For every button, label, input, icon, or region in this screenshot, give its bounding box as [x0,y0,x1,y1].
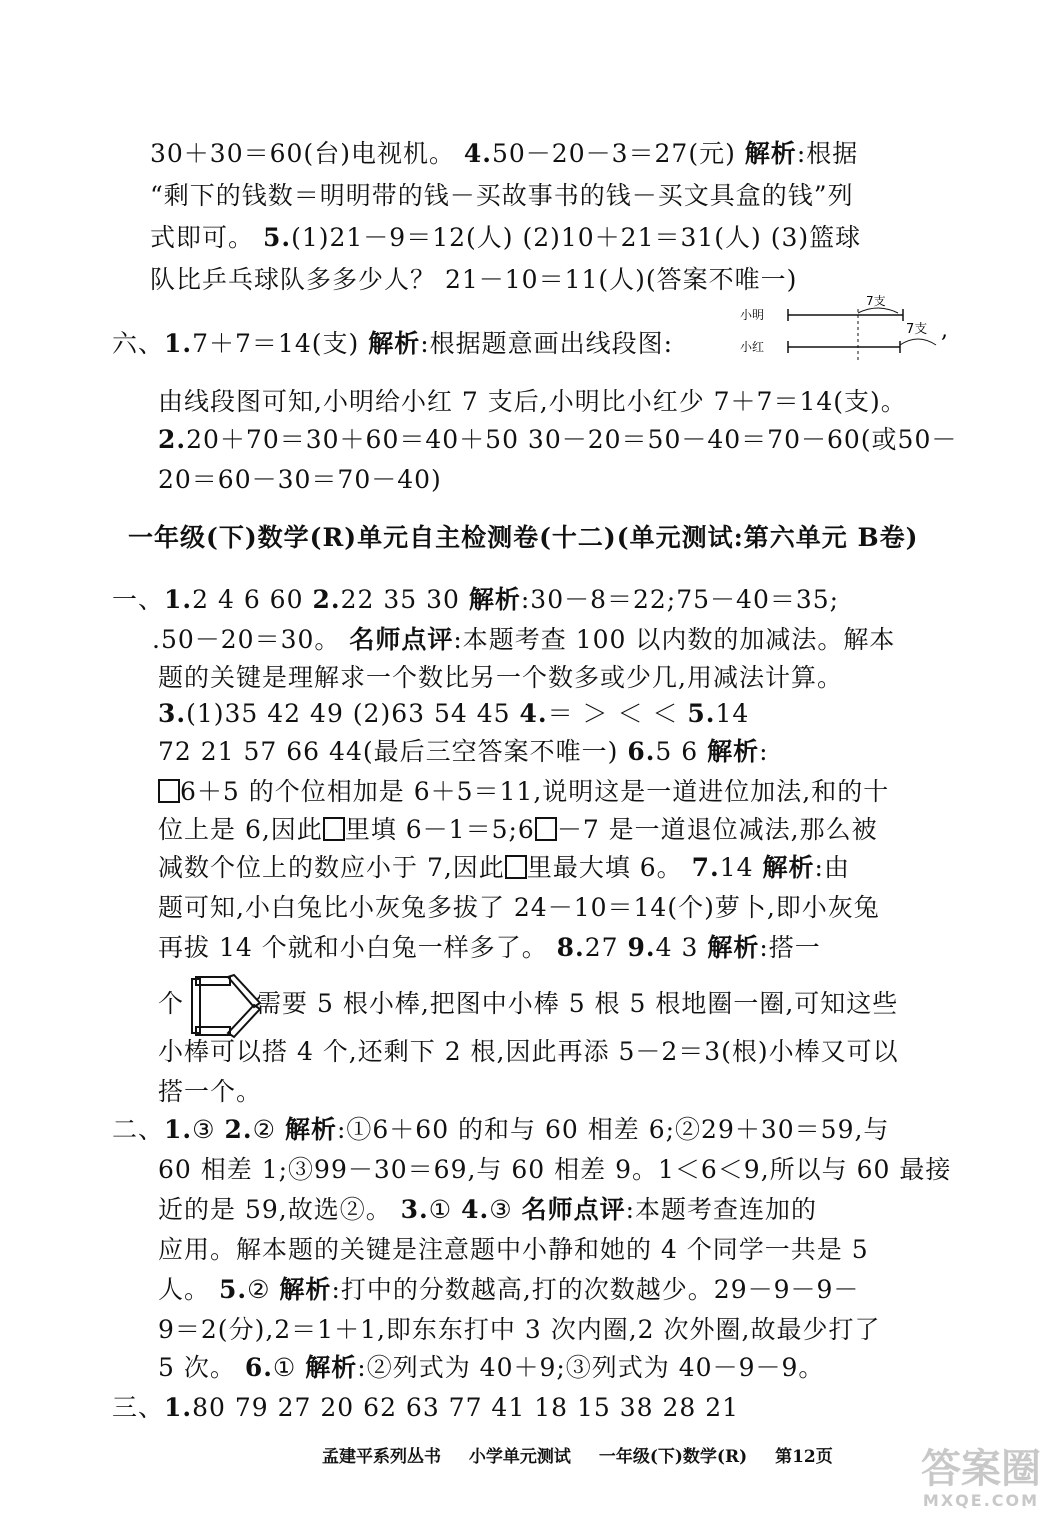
item-number: 2. [158,425,187,454]
teacher-comment-label: 名师点评 [521,1195,626,1224]
brace-right [900,339,936,345]
text-run: :搭一 [759,933,821,962]
text-line [158,774,889,810]
text-run: 里最大填 6。 [526,853,692,882]
text-run: (1)35 42 49 (2)63 54 45 [186,699,520,728]
item-number: 6. [627,737,656,766]
footer-page-number: 第12页 [775,1447,833,1467]
text-run: 由线段图可知,小明给小红 7 支后,小明比小红少 7＋7＝14(支)。 [158,387,907,416]
text-run: 20＋70＝30＋60＝40＋50 30－20＝50－40＝70－60(或50－ [186,425,958,454]
text-run: 60 相差 1;③99－30＝69,与 60 相差 9。1＜6＜9,所以与 60 最接 [158,1155,952,1184]
text-line [158,1350,824,1386]
blank-box [323,817,345,841]
item-number: 7. [691,853,720,882]
analysis-label: 解析 [368,329,421,358]
text-run: ③ [192,1115,225,1144]
text-line [158,986,898,1022]
item-number: 6. [244,1353,273,1382]
text-run: 5 次。 [158,1353,245,1382]
text-run: 里填 6－1＝5;6 [344,815,535,844]
text-line [112,1390,739,1426]
item-number: 1. [164,329,193,358]
text-run: 22 35 30 [340,585,469,614]
text-line [150,220,861,256]
text-run: 题可知,小白兔比小灰兔多拔了 24－10＝14(个)萝卜,即小灰兔 [158,893,880,922]
item-number: 9. [627,933,656,962]
item-number: 5. [262,223,292,252]
section-number: 六、 [112,329,165,358]
stick [192,979,200,1033]
text-run: 再拔 14 个就和小白兔一样多了。 [158,933,557,962]
blank-box [535,817,557,841]
text-run: 需要 5 根小棒,把图中小棒 5 根 5 根地圈一圈,可知这些 [256,989,899,1018]
text-run: 80 79 27 20 62 63 77 41 18 15 38 28 21 [192,1393,740,1422]
text-line [152,622,895,658]
text-line [150,136,858,172]
text-line [158,734,769,770]
section-number: 二、 [112,1115,165,1144]
item-number: 2. [224,1115,253,1144]
text-run: (1)21－9＝12(人) (2)10＋21＝31(人) (3)篮球 [291,223,862,252]
text-run: ② [247,1275,280,1304]
section-title: 一年级(下)数学(R)单元自主检测卷(十二)(单元测试:第六单元 B卷) [128,523,919,552]
stick [196,977,230,985]
text-run: 50－20－3＝27(元) [492,139,745,168]
text-run: ① [272,1353,306,1382]
text-run: 人。 [158,1275,219,1304]
text-run: 9＝2(分),2＝1＋1,即东东打中 3 次内圈,2 次外圈,故最少打了 [158,1315,881,1344]
blank-box [158,779,180,803]
item-number: 5. [218,1275,248,1304]
teacher-comment-label: 名师点评 [349,625,454,654]
text-line [112,326,673,362]
text-run: 27 [584,933,628,962]
trailing-comma: , [941,318,948,343]
text-run: 72 21 57 66 44(最后三空答案不唯一) [158,737,628,766]
analysis-label: 解析 [744,139,797,168]
text-line [150,178,854,214]
text-line [158,1034,899,1070]
item-number: 1. [164,1393,193,1422]
item-number: 4. [463,139,492,168]
text-line [158,422,957,458]
text-run: 14 [719,853,763,882]
label-xiaohong: 小红 [740,340,765,354]
text-run: 搭一个。 [158,1077,263,1106]
label-xiaoming: 小明 [740,308,765,322]
text-line [158,1074,262,1110]
item-number: 5. [687,699,716,728]
text-line [158,384,907,420]
text-run: :本题考查 100 以内数的加减法。解本 [453,625,896,654]
text-run: 4 3 [655,933,708,962]
text-run: 5 6 [655,737,708,766]
analysis-label: 解析 [305,1353,358,1382]
text-run: 应用。解本题的关键是注意题中小静和她的 4 个同学一共是 5 [158,1235,869,1264]
text-run: 题的关键是理解求一个数比另一个数多或少几,用减法计算。 [158,663,843,692]
watermark-url: MXQE.COM [922,1491,1040,1510]
text-run: :根据 [796,139,859,168]
text-line [158,696,749,732]
text-run: －7 是一道退位减法,那么被 [556,815,878,844]
item-number: 1. [164,585,193,614]
page-footer [322,1442,855,1467]
text-run: :本题考查连加的 [625,1195,818,1224]
footer-grade: 一年级(下)数学(R) [598,1447,748,1467]
watermark-text: 答案圈 [921,1446,1041,1492]
text-run: :打中的分数越高,打的次数越少。29－9－9－ [331,1275,860,1304]
text-run: 个 [158,989,185,1018]
analysis-label: 解析 [468,585,521,614]
text-run: :30－8＝22;75－40＝35; [520,585,840,614]
mark-7-right: 7支 [906,322,928,337]
analysis-label: 解析 [762,853,815,882]
text-run: 式即可。 [150,223,263,252]
section-number: 一、 [112,585,165,614]
footer-series: 孟建平系列丛书 [322,1447,441,1467]
text-run: .50－20＝30。 [152,625,350,654]
text-run: :②列式为 40＋9;③列式为 40－9－9。 [357,1353,825,1382]
text-run: : [759,737,769,766]
text-run: 2 4 6 60 [192,585,313,614]
text-line [158,930,821,966]
text-line [158,660,843,696]
text-run: 6＋5 的个位相加是 6＋5＝11,说明这是一道进位加法,和的十 [180,777,890,806]
text-line [158,1272,859,1308]
text-run: 20＝60－30＝70－40) [158,465,442,494]
text-run: 近的是 59,故选②。 [158,1195,401,1224]
text-line [158,1152,951,1188]
text-run: 30＋30＝60(台)电视机。 [150,139,464,168]
text-line [158,1192,817,1228]
analysis-label: 解析 [707,737,760,766]
text-run: ③ [489,1195,522,1224]
text-run: 位上是 6,因此 [158,815,323,844]
section-number: 三、 [112,1393,165,1422]
text-line [112,1112,889,1148]
analysis-label: 解析 [284,1115,337,1144]
text-run: :根据题意画出线段图: [420,329,674,358]
item-number: 1. [164,1115,193,1144]
text-line [158,890,880,926]
text-run: 7＋7＝14(支) [192,329,369,358]
text-run: 队比乒乓球队多多少人？ 21－10＝11(人)(答案不唯一) [150,265,798,294]
text-run: ② [252,1115,285,1144]
line-segment-diagram [738,294,953,363]
analysis-label: 解析 [707,933,760,962]
item-number: 2. [312,585,341,614]
text-line [158,850,850,886]
text-line [158,462,442,498]
stick [228,1005,260,1037]
mark-7-top: 7支 [866,294,886,308]
text-run: 减数个位上的数应小于 7,因此 [158,853,505,882]
text-line [150,262,797,298]
stick [228,975,260,1007]
item-number: 4. [461,1195,490,1224]
item-number: 4. [519,699,548,728]
footer-book: 小学单元测试 [468,1447,571,1467]
text-line [158,1232,869,1268]
text-run: 小棒可以搭 4 个,还剩下 2 根,因此再添 5－2＝3(根)小棒又可以 [158,1037,899,1066]
text-line [112,582,839,618]
item-number: 3. [400,1195,429,1224]
text-run: “剩下的钱数＝明明带的钱－买故事书的钱－买文具盒的钱”列 [150,181,854,210]
text-run: :由 [814,853,850,882]
text-run: 14 [715,699,750,728]
text-run: :①6＋60 的和与 60 相差 6;②29＋30＝59,与 [336,1115,890,1144]
watermark-logo [921,1447,1041,1510]
item-number: 8. [556,933,585,962]
blank-box [505,855,527,879]
stick-house-figure [190,975,262,1037]
text-line [158,1312,880,1348]
brace-top [858,308,898,313]
text-line [158,812,878,848]
item-number: 3. [158,699,187,728]
analysis-label: 解析 [279,1275,332,1304]
text-run: ＝ ＞ ＜ ＜ [547,699,688,728]
text-run: ① [428,1195,462,1224]
